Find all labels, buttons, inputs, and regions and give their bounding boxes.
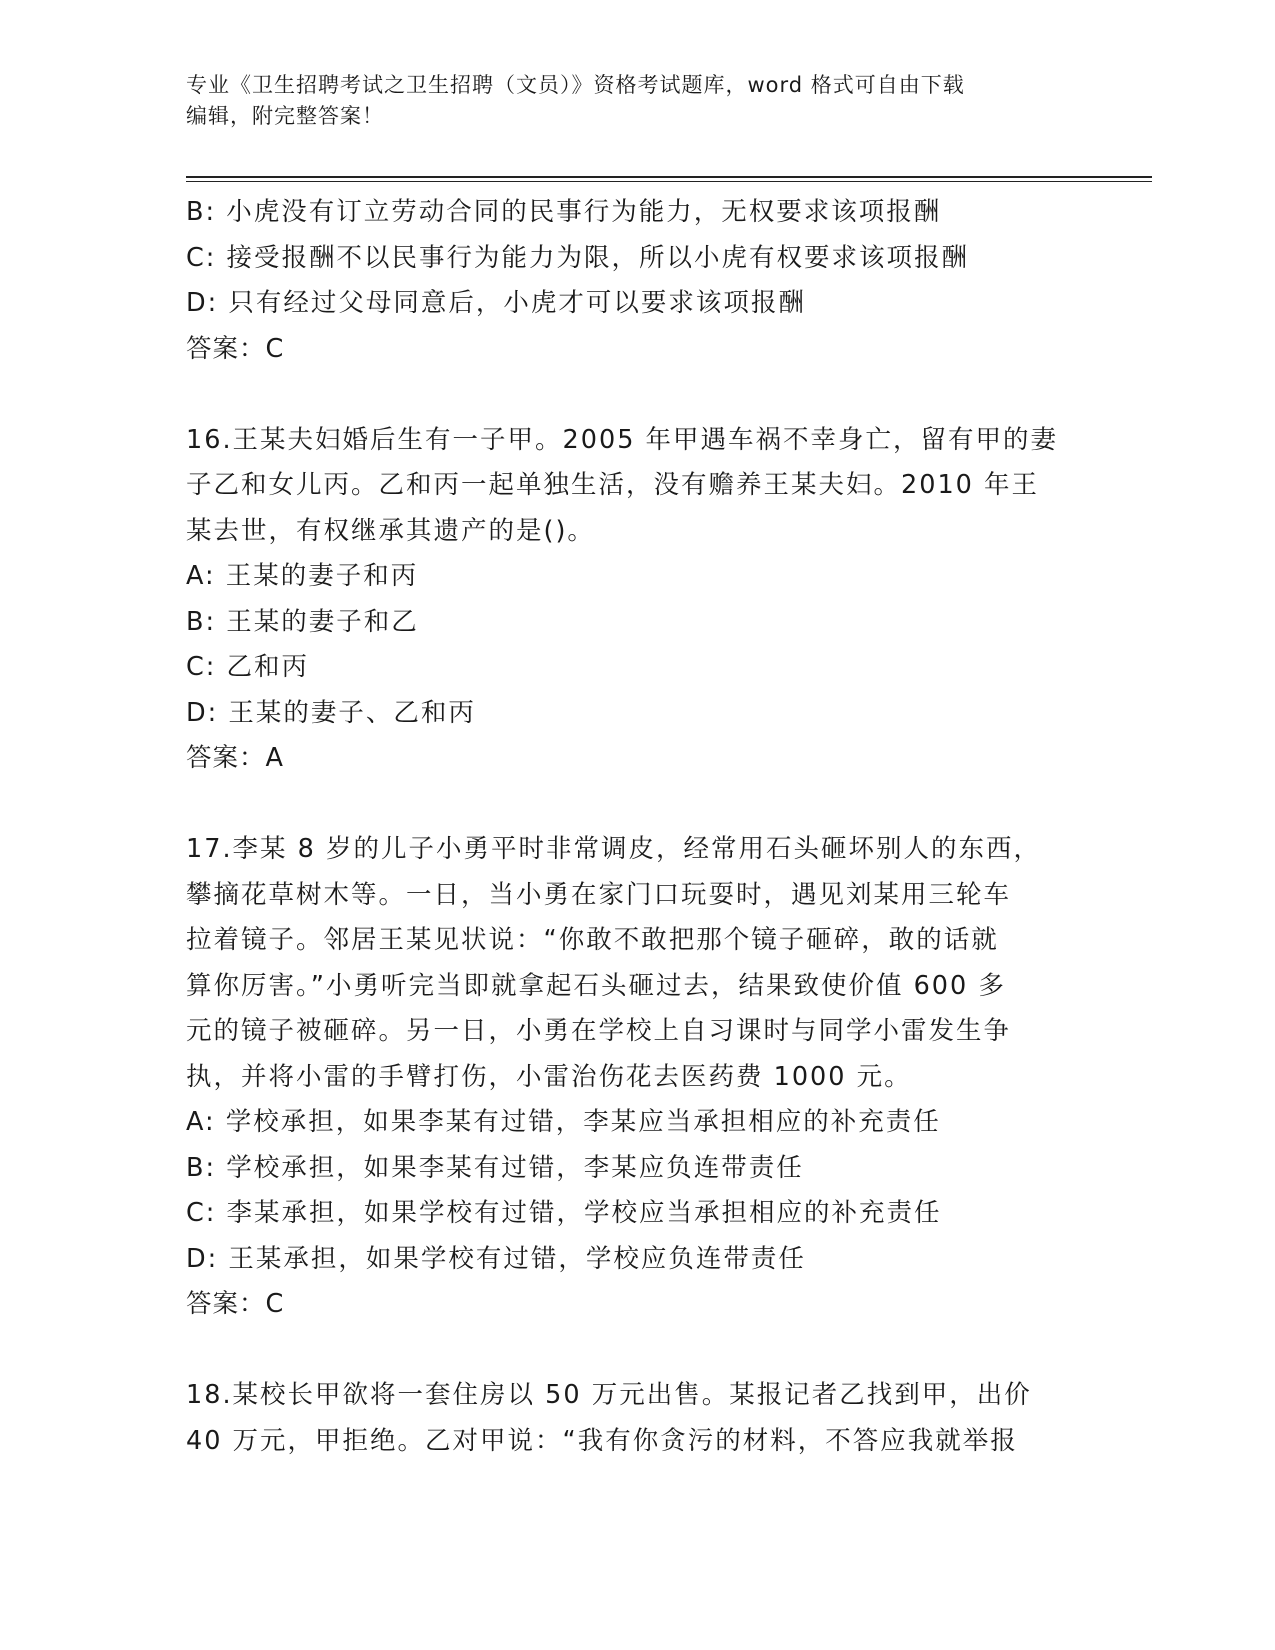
stem-line: 算你厉害。”小勇听完当即就拿起石头砸过去，结果致使价值 600 多 — [186, 970, 1006, 1001]
stem-line: 18.某校长甲欲将一套住房以 50 万元出售。某报记者乙找到甲，出价 — [186, 1380, 1032, 1410]
stem-line: 子乙和女儿丙。乙和丙一起单独生活，没有赡养王某夫妇。2010 年王 — [186, 470, 1040, 500]
option-a: A: 学校承担，如果李某有过错，李某应当承担相应的补充责任 — [186, 1107, 941, 1137]
question-16-stem — [186, 418, 1086, 555]
stem-line: 某去世，有权继承其遗产的是()。 — [186, 515, 595, 546]
option-b: B: 学校承担，如果李某有过错，李某应负连带责任 — [186, 1152, 804, 1183]
stem-line: 40 万元，甲拒绝。乙对甲说：“我有你贪污的材料，不答应我就举报 — [186, 1425, 1018, 1456]
question-17-options — [186, 1100, 1086, 1282]
stem-line: 拉着镜子。邻居王某见状说：“你敢不敢把那个镜子砸碎，敢的话就 — [186, 925, 999, 955]
header-line-2: 编辑，附完整答案！ — [186, 104, 384, 128]
option-d: D: 王某承担，如果学校有过错，学校应负连带责任 — [186, 1243, 806, 1274]
stem-line: 元的镜子被砸碎。另一日，小勇在学校上自习课时与同学小雷发生争 — [186, 1016, 1012, 1046]
option-b: B: 小虎没有订立劳动合同的民事行为能力，无权要求该项报酬 — [186, 197, 942, 227]
option-b: B: 王某的妻子和乙 — [186, 606, 419, 637]
question-15-options — [186, 190, 1086, 327]
question-16-options — [186, 554, 1086, 736]
stem-line: 执，并将小雷的手臂打伤，小雷治伤花去医药费 1000 元。 — [186, 1061, 912, 1092]
option-d: D: 王某的妻子、乙和丙 — [186, 697, 476, 728]
option-c: C: 乙和丙 — [186, 652, 310, 682]
spacer — [186, 782, 1086, 828]
option-a: A: 王某的妻子和丙 — [186, 561, 419, 591]
option-d: D: 只有经过父母同意后，小虎才可以要求该项报酬 — [186, 288, 806, 318]
question-18-stem — [186, 1373, 1086, 1464]
stem-line: 17.李某 8 岁的儿子小勇平时非常调皮，经常用石头砸坏别人的东西， — [186, 834, 1041, 864]
option-c: C: 李某承担，如果学校有过错，学校应当承担相应的补充责任 — [186, 1198, 942, 1228]
question-16-answer: 答案：A — [186, 743, 284, 773]
question-content — [186, 190, 1086, 1464]
spacer — [186, 1328, 1086, 1374]
question-17-stem — [186, 827, 1086, 1100]
spacer — [186, 372, 1086, 418]
header-line-1: 专业《卫生招聘考试之卫生招聘（文员）》资格考试题库，word 格式可自由下载 — [186, 73, 965, 97]
option-c: C: 接受报酬不以民事行为能力为限，所以小虎有权要求该项报酬 — [186, 242, 970, 273]
question-17-answer: 答案：C — [186, 1289, 285, 1319]
page-header — [186, 70, 1066, 132]
question-15-answer: 答案：C — [186, 333, 285, 364]
header-divider-thin — [186, 181, 1152, 182]
stem-line: 16.王某夫妇婚后生有一子甲。2005 年甲遇车祸不幸身亡，留有甲的妻 — [186, 424, 1059, 455]
header-divider-thick — [186, 176, 1152, 178]
stem-line: 攀摘花草树木等。一日，当小勇在家门口玩耍时，遇见刘某用三轮车 — [186, 879, 1012, 910]
